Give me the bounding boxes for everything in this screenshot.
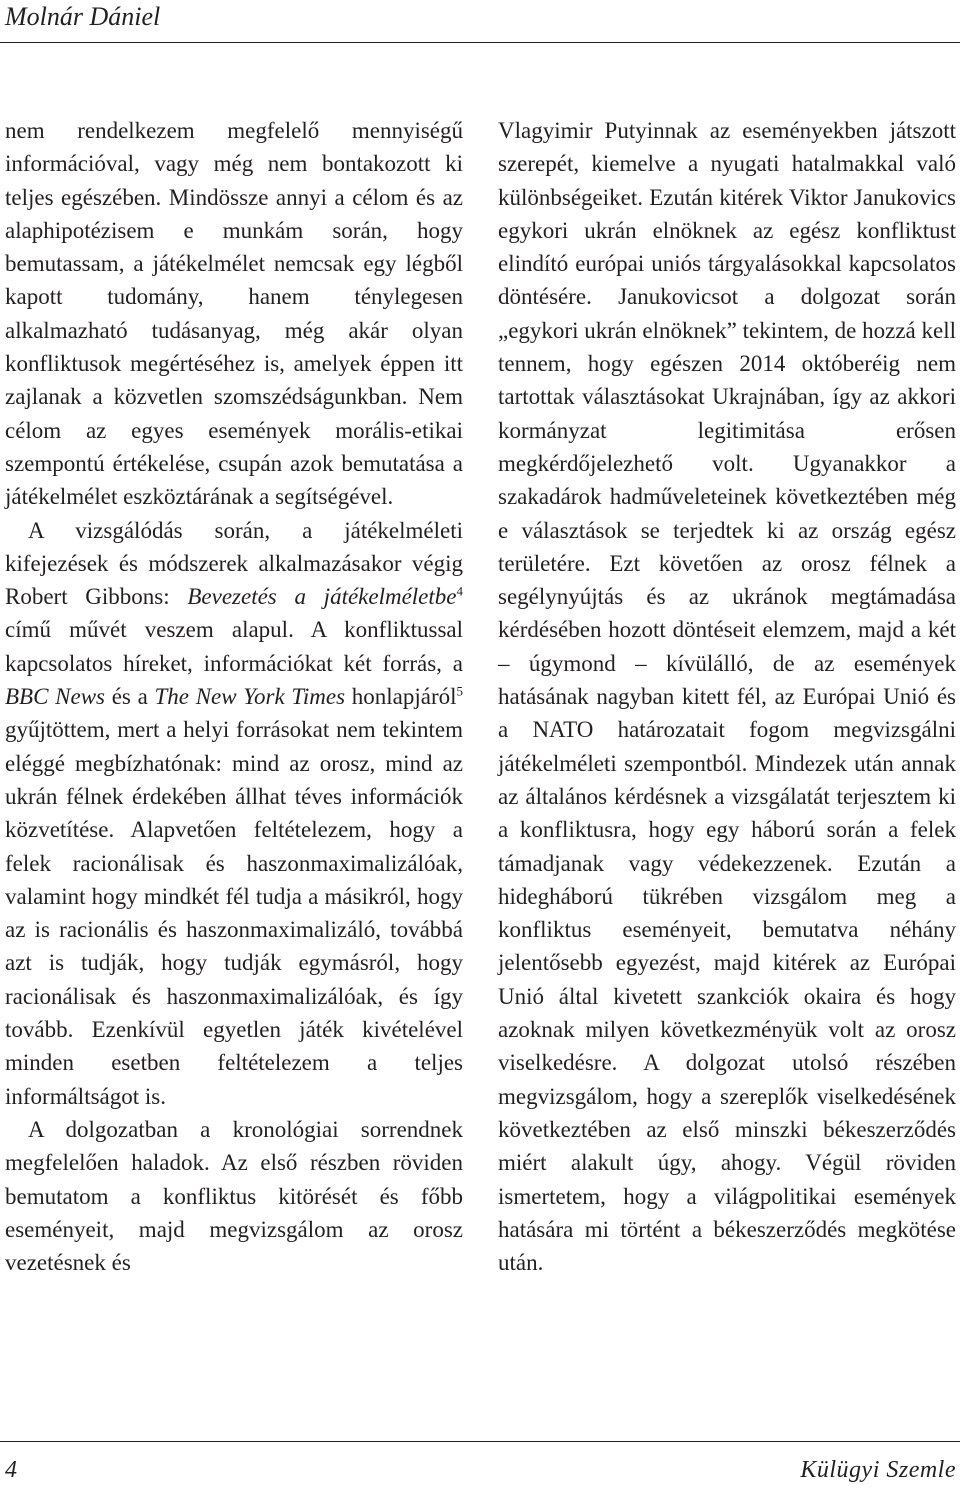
footer-rule: [0, 1441, 960, 1442]
source-nyt: The New York Times: [154, 684, 346, 710]
paragraph-right-1: Vlagyimir Putyinnak az eseményekben játszott szerepét, kiemelve a nyugati hatalmakkal való különbségeiket. Ezután kitérek Viktor Janukovics egykori ukrán elnöknek az egész konfliktust elindító európai uniós tárgyalásokkal kapcsolatos döntésére. Janukovicsot a dolgozat során „egykori ukrán elnöknek” tekintem, de hozzá kell tennem, hogy egészen 2014 októberéig nem tartottak választásokat Ukrajnában, így az akkori kormányzat legitimitása erősen megkérdőjelezhető volt. Ugyanakkor a szakadárok hadműveleteinek következtében még e választások se terjedtek ki az ország egész területére. Ezt követően az orosz félnek a segélynyújtás és az ukránok megtámadása kérdésében hozott döntéseit elemzem, majd a két – úgymond – kívülálló, de az események hatásának nagyban kitett fél, az Európai Unió és a NATO határozatait fogom megvizsgálni játékelméleti szempontból. Mindezek után annak az általános kérdésnek a vizsgálatát terjesztem ki a konfliktusra, hogy egy háború során a felek támadjanak vagy védekezzenek. Ezután a hidegháború tükrében vizsgálom meg a konfliktus eseményeit, bemutatva néhány jelentősebb egyezést, majd kitérek az Európai Unió által kivetett szankciók okaira és hogy azoknak milyen következményük volt az orosz viselkedésre. A dolgozat utolsó részében megvizsgálom, hogy a szereplők viselkedésének következtében az első minszki békeszerződés miért alakult úgy, ahogy. Végül röviden ismertetem, hogy a világpolitikai események hatására mi történt a békeszerződés megkötése után.: [498, 118, 956, 1276]
paragraph-left-2: [5, 514, 463, 1113]
text-run: A vizsgálódás során, a játékelméleti kifejezések és módszerek alkalmazásakor végig Robert Gibbons:: [5, 517, 463, 610]
journal-title: Külügyi Szemle: [800, 1457, 956, 1483]
book-title: Bevezetés a játékelméletbe: [187, 584, 457, 610]
page-number: 4: [5, 1457, 17, 1483]
text-run: című művét veszem alapul. A konfliktussal kapcsolatos híreket, információkat két forrás, a: [5, 617, 463, 676]
source-bbc: BBC News: [5, 684, 105, 710]
text-run: honlapjáról: [345, 684, 457, 710]
text-run: és a: [105, 684, 155, 710]
left-column: [5, 114, 463, 1279]
header-rule: [0, 42, 960, 43]
right-column: [498, 114, 956, 1279]
paragraph-left-3: A dolgozatban a kronológiai sorrendnek megfelelően haladok. Az első részben röviden bemutatom a konfliktus kitörését és főbb eseményeit, majd megvizsgálom az orosz vezetésnek és: [5, 1116, 463, 1276]
running-header-author: Molnár Dániel: [5, 2, 161, 31]
footnote-marker-4: 4: [456, 583, 463, 599]
paragraph-left-1: nem rendelkezem megfelelő mennyiségű információval, vagy még nem bontakozott ki teljes egészében. Mindössze annyi a célom és az alaphipotézisem e munkám során, hogy bemutassam, a játékelmélet nemcsak egy légből kapott tudomány, hanem ténylegesen alkalmazható tudásanyag, még akár olyan konfliktusok megértéséhez is, amelyek éppen itt zajlanak a közvetlen szomszédságunkban. Nem célom az egyes események morális-etikai szempontú értékelése, csupán azok bemutatása a játékelmélet eszköztárának a segítségével.: [5, 118, 463, 510]
footnote-marker-5: 5: [456, 683, 464, 699]
text-run: gyűjtöttem, mert a helyi forrásokat nem tekintem eléggé megbízhatónak: mind az orosz, mind az ukrán félnek érdekében állhat téves információk közvetítése. Alapvetően feltételezem, hogy a felek racionálisak és haszonmaximalizálóak, valamint hogy mindkét fél tudja a másikról, hogy az is racionális és haszonmaximalizáló, továbbá azt is tudják, hogy tudják egymásról, hogy racionálisak és haszonmaximalizálóak, és így tovább. Ezenkívül egyetlen játék kivételével minden esetben feltételezem a teljes informáltságot is.: [5, 717, 463, 1109]
